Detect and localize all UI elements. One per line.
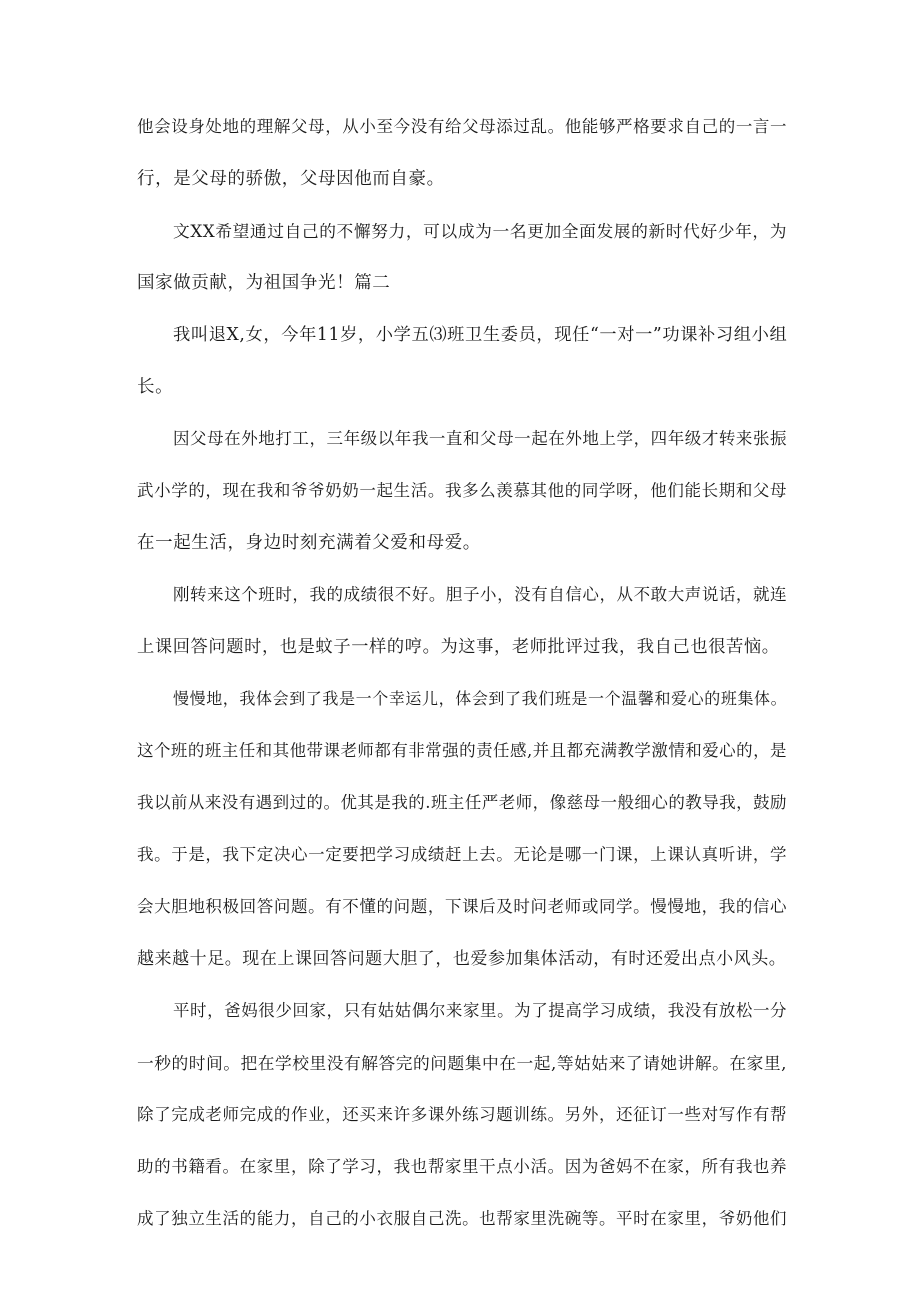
paragraph-start-line: 我叫退X,女，今年11岁，小学五⑶班卫生委员，现任“一对一”功课补习组小组 xyxy=(173,325,788,345)
text-line: 这个班的班主任和其他带课老师都有非常强的责任感,并且都充满教学激情和爱心的，是 xyxy=(137,741,787,760)
text-line: 在一起生活，身边时刻充满着父爱和母爱。 xyxy=(137,533,481,553)
paragraph-start-line: 文XX希望通过自己的不懈努力，可以成为一名更加全面发展的新时代好少年，为 xyxy=(173,221,787,241)
text-line: 长。 xyxy=(137,377,174,397)
text-line: 助的书籍看。在家里，除了学习，我也帮家里干点小活。因为爸妈不在家，所有我也养 xyxy=(137,1157,787,1176)
paragraph-start-line: 平时，爸妈很少回家，只有姑姑偶尔来家里。为了提高学习成绩，我没有放松一分 xyxy=(173,1001,787,1020)
text-line: 他会设身处地的理解父母，从小至今没有给父母添过乱。他能够严格要求自己的一言一 xyxy=(137,117,787,136)
paragraph-start-line: 因父母在外地打工，三年级以年我一直和父母一起在外地上学，四年级才转来张振 xyxy=(173,429,787,448)
text-line: 会大胆地积极回答问题。有不懂的问题，下课后及时问老师或同学。慢慢地，我的信心 xyxy=(137,897,787,916)
text-line: 武小学的，现在我和爷爷奶奶一起生活。我多么羡慕其他的同学呀，他们能长期和父母 xyxy=(137,481,787,500)
text-line: 国家做贡献，为祖国争光！篇二 xyxy=(137,273,391,293)
text-line: 行，是父母的骄傲，父母因他而自豪。 xyxy=(137,169,445,189)
text-line: 上课回答问题时，也是蚊子一样的哼。为这事，老师批评过我，我自己也很苦恼。 xyxy=(137,637,780,657)
text-line: 一秒的时间。把在学校里没有解答完的问题集中在一起,等姑姑来了请她讲解。在家里, xyxy=(137,1053,787,1073)
text-line: 我。于是，我下定决心一定要把学习成绩赶上去。无论是哪一门课，上课认真听讲，学 xyxy=(137,845,787,864)
text-line: 越来越十足。现在上课回答问题大胆了，也爱参加集体活动，有时还爱出点小风头。 xyxy=(137,949,787,969)
body-text xyxy=(137,113,787,1257)
paragraph-start-line: 刚转来这个班时，我的成绩很不好。胆子小，没有自信心，从不敢大声说话，就连 xyxy=(173,585,787,604)
paragraph-start-line: 慢慢地，我体会到了我是一个幸运儿，体会到了我们班是一个温馨和爱心的班集体。 xyxy=(173,689,787,708)
text-line: 除了完成老师完成的作业，还买来许多课外练习题训练。另外，还征订一些对写作有帮 xyxy=(137,1105,787,1124)
text-line: 成了独立生活的能力，自己的小衣服自己洗。也帮家里洗碗等。平时在家里，爷奶他们 xyxy=(137,1209,787,1228)
text-line: 我以前从来没有遇到过的。优其是我的.班主任严老师，像慈母一般细心的教导我，鼓励 xyxy=(137,793,787,812)
